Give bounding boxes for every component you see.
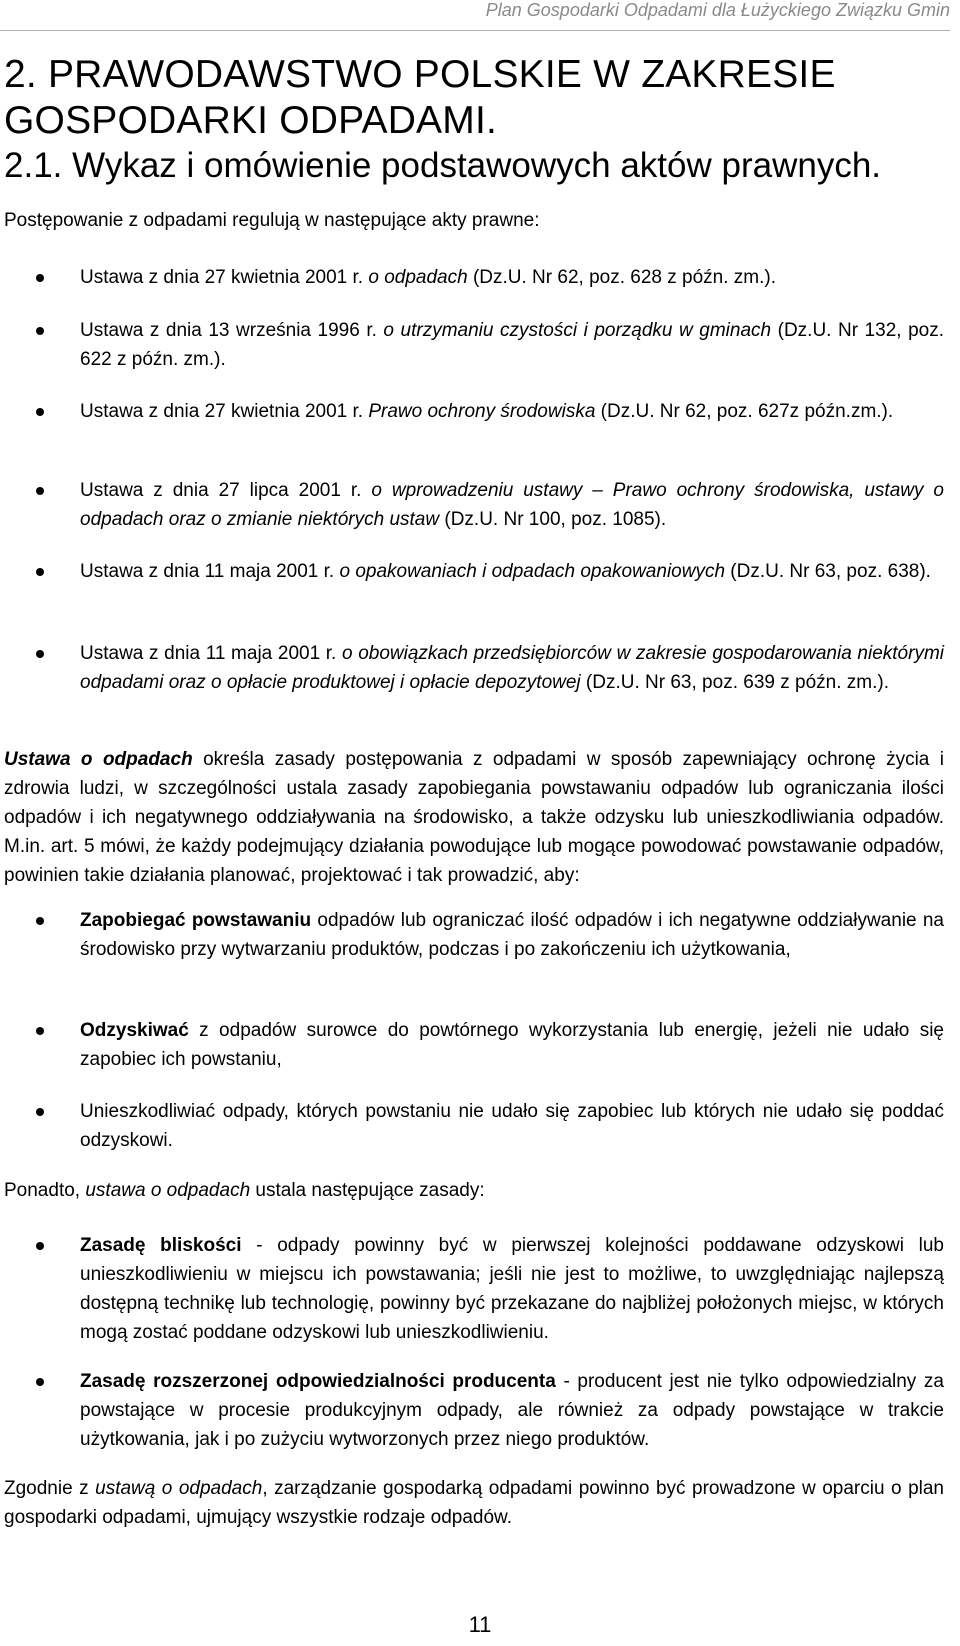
list-item-act: Ustawa z dnia 13 września 1996 r. o utrzymaniu czystości i porządku w gminach (Dz.U. Nr 132, poz. 622 z późn. zm.). <box>80 316 944 374</box>
list-item-duty: Odzyskiwać z odpadów surowce do powtórnego wykorzystania lub energię, jeżeli nie udało się zapobiec ich powstaniu, <box>80 1016 944 1074</box>
chapter-title-line2: GOSPODARKI ODPADAMI. <box>4 99 498 142</box>
chapter-title <box>4 52 836 144</box>
list-item-act: Ustawa z dnia 27 lipca 2001 r. o wprowadzeniu ustawy – Prawo ochrony środowiska, ustawy o odpadach oraz o zmianie niektórych ustaw (Dz.U. Nr 100, poz. 1085). <box>80 476 944 534</box>
page-number: 11 <box>468 1612 492 1637</box>
list-item-principle: Zasadę rozszerzonej odpowiedzialności producenta - producent jest nie tylko odpowiedzialny za powstające w procesie produkcyjnym odpady, ale również za odpady powstające w trakcie użytkowania, jak i po zużyciu wytworzonych przez niego produktów. <box>80 1367 944 1454</box>
list-item-act: Ustawa z dnia 11 maja 2001 r. o obowiązkach przedsiębiorców w zakresie gospodarowania niektórymi odpadami oraz o opłacie produktowej i opłacie depozytowej (Dz.U. Nr 63, poz. 639 z późn. zm.). <box>80 639 944 697</box>
chapter-title-line1: 2. PRAWODAWSTWO POLSKIE W ZAKRESIE <box>4 53 836 96</box>
paragraph-ponadto: Ponadto, ustawa o odpadach ustala następujące zasady: <box>4 1180 485 1201</box>
list-item-act: Ustawa z dnia 27 kwietnia 2001 r. o odpadach (Dz.U. Nr 62, poz. 628 z późn. zm.). <box>80 263 944 292</box>
list-item-principle: Zasadę bliskości - odpady powinny być w pierwszej kolejności poddawane odzyskowi lub unieszkodliwieniu w miejscu ich powstawania; jeśli nie jest to możliwe, to uwzględniając najlepszą dostępną technikę lub technologię, powinny być przekazane do najbliżej położonych miejsc, w których mogą zostać poddane odzyskowi lub unieszkodliwieniu. <box>80 1231 944 1347</box>
list-item-act: Ustawa z dnia 11 maja 2001 r. o opakowaniach i odpadach opakowaniowych (Dz.U. Nr 63, poz. 638). <box>80 557 944 586</box>
list-item-duty: Unieszkodliwiać odpady, których powstaniu nie udało się zapobiec lub których nie udało się poddać odzyskowi. <box>80 1097 944 1155</box>
paragraph-ustawa: Ustawa o odpadach określa zasady postępowania z odpadami w sposób zapewniający ochronę życia i zdrowia ludzi, w szczególności ustala zasady zapobiegania powstawaniu odpadów lub ograniczania ilości odpadów i ich negatywnego oddziaływania na środowisko, a także odzysku lub unieszkodliwiania odpadów. M.in. art. 5 mówi, że każdy podejmujący działania powodujące lub mogące powodować powstawanie odpadów, powinien takie działania planować, projektować i tak prowadzić, aby: <box>4 749 944 886</box>
list-item-duty: Zapobiegać powstawaniu odpadów lub ograniczać ilość odpadów i ich negatywne oddziaływanie na środowisko przy wytwarzaniu produktów, podczas i po zakończeniu ich użytkowania, <box>80 906 944 964</box>
header-rule <box>0 30 950 31</box>
running-header: Plan Gospodarki Odpadami dla Łużyckiego Związku Gmin <box>485 0 950 20</box>
paragraph-zgodnie: Zgodnie z ustawą o odpadach, zarządzanie gospodarką odpadami powinno być prowadzone w oparciu o plan gospodarki odpadami, ujmujący wszystkie rodzaje odpadów. <box>4 1478 944 1528</box>
section-title: 2.1. Wykaz i omówienie podstawowych aktów prawnych. <box>4 146 882 185</box>
list-item-act: Ustawa z dnia 27 kwietnia 2001 r. Prawo ochrony środowiska (Dz.U. Nr 62, poz. 627z późn.zm.). <box>80 397 944 426</box>
intro-paragraph: Postępowanie z odpadami regulują w następujące akty prawne: <box>4 210 540 231</box>
